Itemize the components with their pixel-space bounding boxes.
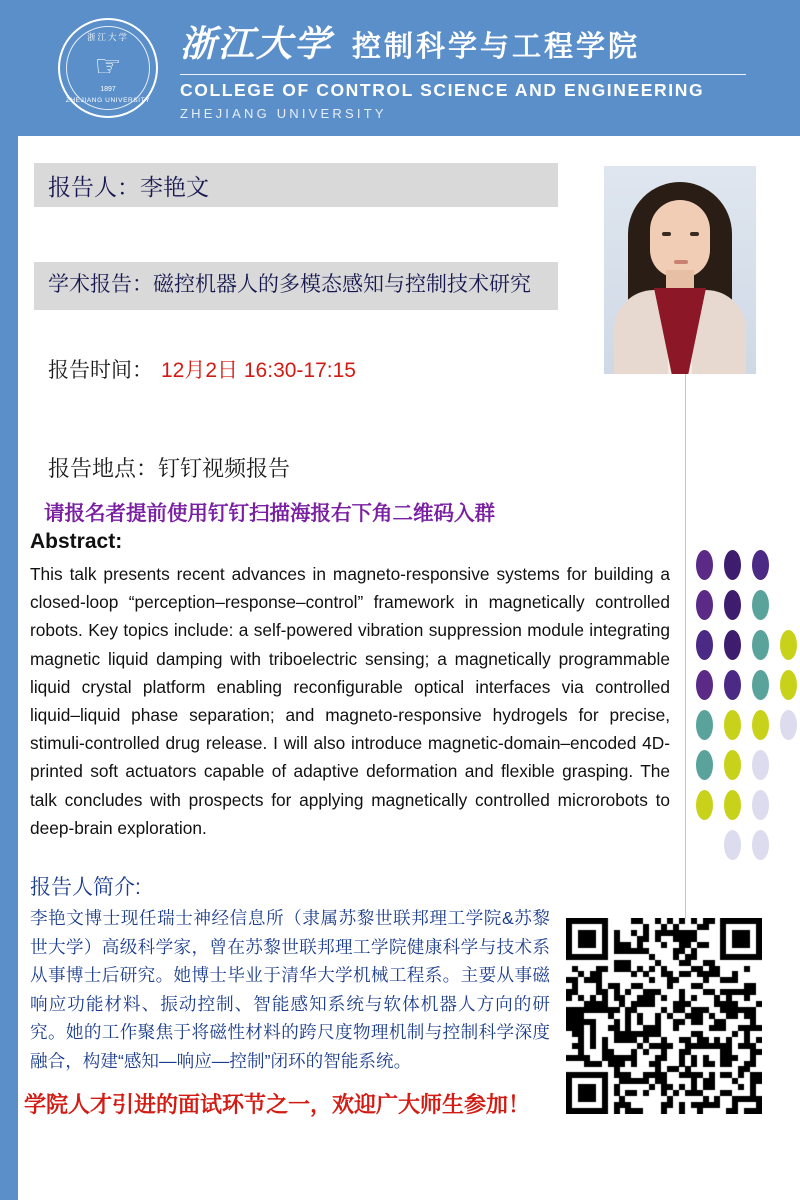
- college-name-en: COLLEGE OF CONTROL SCIENCE AND ENGINEERING: [180, 79, 705, 100]
- header-divider: [180, 74, 746, 75]
- decorative-dots: [696, 550, 800, 880]
- speaker-band: 报告人：李艳文: [34, 163, 558, 207]
- talk-place-row: 报告地点：钉钉视频报告: [48, 456, 291, 481]
- portrait-face: [650, 200, 710, 278]
- decorative-dot: [752, 670, 769, 700]
- decorative-dot: [724, 750, 741, 780]
- decorative-dot: [724, 790, 741, 820]
- portrait-eye-left: [662, 232, 671, 236]
- talk-time-label: 报告时间：: [48, 359, 153, 382]
- decorative-dot: [696, 750, 713, 780]
- decorative-dot: [724, 550, 741, 580]
- decorative-dot: [724, 590, 741, 620]
- registration-notice: 请报名者提前使用钉钉扫描海报右下角二维码入群: [44, 502, 495, 525]
- university-name-en: ZHEJIANG UNIVERSITY: [180, 105, 387, 121]
- header-title-row: [180, 16, 746, 67]
- abstract-title: Abstract:: [30, 530, 123, 553]
- poster-header: [0, 0, 800, 136]
- decorative-dot: [752, 590, 769, 620]
- decorative-dot: [696, 710, 713, 740]
- seal-top-text: 浙江大学: [86, 32, 129, 42]
- seal-year-text: 1897: [100, 86, 116, 93]
- decorative-dot: [752, 550, 769, 580]
- decorative-dot: [780, 630, 797, 660]
- decorative-dot: [780, 710, 797, 740]
- decorative-dot: [752, 790, 769, 820]
- university-name-cn: 浙江大学: [180, 23, 333, 64]
- left-accent-strip: [0, 136, 18, 1200]
- decorative-dot: [752, 830, 769, 860]
- zju-seal-logo: [58, 18, 158, 118]
- portrait-eye-right: [690, 232, 699, 236]
- dingtalk-group-qr-code[interactable]: [566, 918, 762, 1114]
- decorative-dot: [752, 710, 769, 740]
- seal-bottom-text: ZHEJIANG UNIVERSITY: [65, 97, 151, 104]
- header-text-block: [180, 16, 746, 121]
- decorative-dot: [696, 550, 713, 580]
- footer-note: 学院人才引进的面试环节之一，欢迎广大师生参加！: [24, 1092, 531, 1117]
- decorative-dot: [752, 750, 769, 780]
- decorative-dot: [780, 670, 797, 700]
- decorative-dot: [696, 590, 713, 620]
- decorative-dot: [696, 670, 713, 700]
- talk-time-row: [48, 354, 356, 384]
- talk-time-value: 12月2日 16:30-17:15: [161, 359, 356, 382]
- bio-title: 报告人简介:: [30, 876, 141, 899]
- poster-body: [18, 136, 800, 1200]
- decorative-dot: [724, 670, 741, 700]
- decorative-dot: [696, 790, 713, 820]
- college-name-cn: 控制科学与工程学院: [352, 30, 641, 63]
- talk-title-band: 学术报告：磁控机器人的多模态感知与控制技术研究: [34, 262, 558, 310]
- decorative-dot: [752, 630, 769, 660]
- decorative-dot: [724, 630, 741, 660]
- decorative-dot: [696, 630, 713, 660]
- bio-body: 李艳文博士现任瑞士神经信息所（隶属苏黎世联邦理工学院&苏黎世大学）高级科学家，曾在苏黎世联邦理工学院健康科学与技术系从事博士后研究。她博士毕业于清华大学机械工程系。主要从事磁响应功能材料、振动控制、智能感知系统与软体机器人方向的研究。她的工作聚焦于将磁性材料的跨尺度物理机制与控制科学深度融合，构建“感知—响应—控制”闭环的智能系统。: [30, 908, 550, 1071]
- portrait-mouth: [674, 260, 688, 264]
- decorative-dot: [724, 710, 741, 740]
- abstract-body: This talk presents recent advances in magneto-responsive systems for building a closed-loop “perception–response–control” framework in magnetically controlled robots. Key topics include: a self-powered vibration suppression module integrating magnetic liquid damping with triboelectric sensing; a magnetically programmable liquid crystal platform enabling reconfigurable optical interfaces via controlled liquid–liquid phase separation; and magneto-responsive hydrogels for precise, stimuli-controlled drug release. I will also introduce magnetic-domain–encoded 4D-printed soft actuators capable of adaptive deformation and flexible grasping. The talk concludes with prospects for applying magnetically controlled microrobots to deep-brain exploration.: [30, 564, 670, 838]
- seal-bird-icon: ☞: [94, 50, 122, 83]
- qr-canvas: [566, 918, 762, 1114]
- decorative-dot: [724, 830, 741, 860]
- speaker-portrait: [604, 166, 756, 374]
